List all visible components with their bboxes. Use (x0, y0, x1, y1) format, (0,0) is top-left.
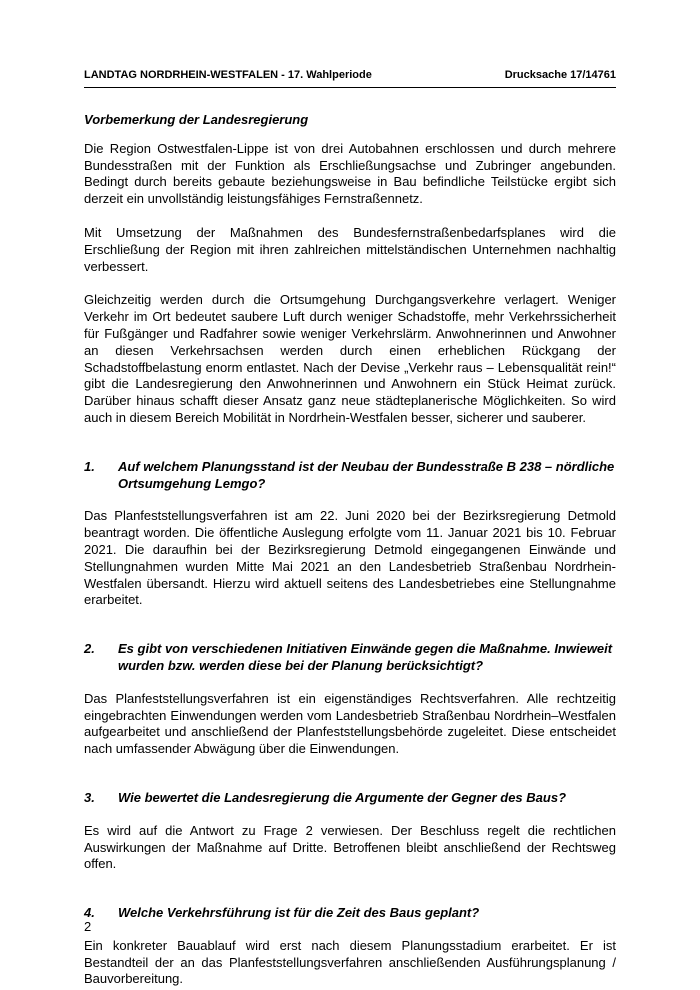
answer-paragraph: Es wird auf die Antwort zu Frage 2 verwiesen. Der Beschluss regelt die rechtlichen Auswirkungen der Maßnahme auf Dritte. Betroffenen bleibt anschließend der Rechtsweg offen. (84, 822, 616, 872)
question-number: 1. (84, 458, 95, 474)
preliminary-remark-title: Vorbemerkung der Landesregierung (84, 112, 309, 127)
question-heading (84, 905, 616, 922)
document-body (84, 112, 616, 988)
question-heading (84, 641, 616, 675)
question-text: Auf welchem Planungsstand ist der Neubau der Bundesstraße B 238 – nördliche Ortsumgehung Lemgo? (118, 458, 615, 491)
answer-paragraph: Ein konkreter Bauablauf wird erst nach diesem Planungsstadium erarbeitet. Er ist Bestandteil der an das Planfeststellungsverfahren anschließenden Ausführungsplanung / Bauvorbereitung. (84, 937, 616, 987)
header-document-number: Drucksache 17/14761 (504, 69, 616, 81)
question-text: Welche Verkehrsführung ist für die Zeit des Baus geplant? (118, 905, 480, 921)
preliminary-paragraph: Die Region Ostwestfalen-Lippe ist von drei Autobahnen erschlossen und durch mehrere Bundesstraßen mit der Funktion als Erschließungsachse und Zubringer angebunden. Bedingt durch bereits gebaute beziehungsweise in Bau befindliche Teilstücke ergibt sich derzeit ein unvollständig leistungsfähiges Fernstraßennetz. (84, 140, 616, 207)
question-heading (84, 790, 616, 807)
question-heading (84, 459, 616, 493)
header-parliament-label: LANDTAG NORDRHEIN-WESTFALEN - 17. Wahlperiode (84, 69, 372, 81)
question-text: Wie bewertet die Landesregierung die Argumente der Gegner des Baus? (118, 789, 567, 805)
page-header (84, 69, 616, 88)
page-number: 2 (84, 919, 92, 934)
question-number: 4. (84, 905, 95, 921)
answer-paragraph: Das Planfeststellungsverfahren ist ein eigenständiges Rechtsverfahren. Alle rechtzeitig eingebrachten Einwendungen werden vom Landesbetrieb Straßenbau Nordrhein–Westfalen aufgearbeitet und anschließend der Planfeststellungsbehörde zugeleitet. Diese entscheidet nach umfassender Abwägung über die Einwendungen. (84, 690, 616, 757)
question-text: Es gibt von verschiedenen Initiativen Einwände gegen die Maßnahme. Inwieweit wurden bzw. werden diese bei der Planung berücksichtigt? (118, 641, 613, 673)
preliminary-paragraph: Mit Umsetzung der Maßnahmen des Bundesfernstraßenbedarfsplanes wird die Erschließung der Region mit ihren zahlreichen mittelständischen Unternehmen nachhaltig verbessert. (84, 224, 616, 274)
question-number: 3. (84, 789, 95, 805)
question-number: 2. (84, 641, 95, 657)
preliminary-paragraph: Gleichzeitig werden durch die Ortsumgehung Durchgangsverkehre verlagert. Weniger Verkehr im Ort bedeutet saubere Luft durch weniger Schadstoffe, mehr Verkehrssicherheit für Fußgänger und Radfahrer sowie weniger Verkehrslärm. Anwohnerinnen und Anwohner an diesen Verkehrsachsen werden durch einen erheblichen Rückgang der Schadstoffbelastung enorm entlastet. Nach der Devise „Verkehr raus – Lebensqualität rein!“ gibt die Landesregierung den Anwohnerinnen und Anwohnern ein Stück Heimat zurück. Darüber hinaus schafft dieser Ansatz ganz neue städteplanerische Möglichkeiten. So wird auch in diesem Bereich Mobilität in Nordrhein-Westfalen besser, sicherer und sauberer. (84, 292, 616, 425)
answer-paragraph: Das Planfeststellungsverfahren ist am 22. Juni 2020 bei der Bezirksregierung Detmold beantragt worden. Die öffentliche Auslegung erfolgte vom 11. Januar 2021 bis 10. Februar 2021. Die daraufhin bei der Bezirksregierung Detmold eingegangenen Einwände und Stellungnahmen wurden Mitte Mai 2021 an den Landesbetrieb Straßenbau Nordrhein-Westfalen übersandt. Hierzu wird aktuell seitens des Landesbetriebes eine Stellungnahme erarbeitet. (84, 508, 616, 608)
